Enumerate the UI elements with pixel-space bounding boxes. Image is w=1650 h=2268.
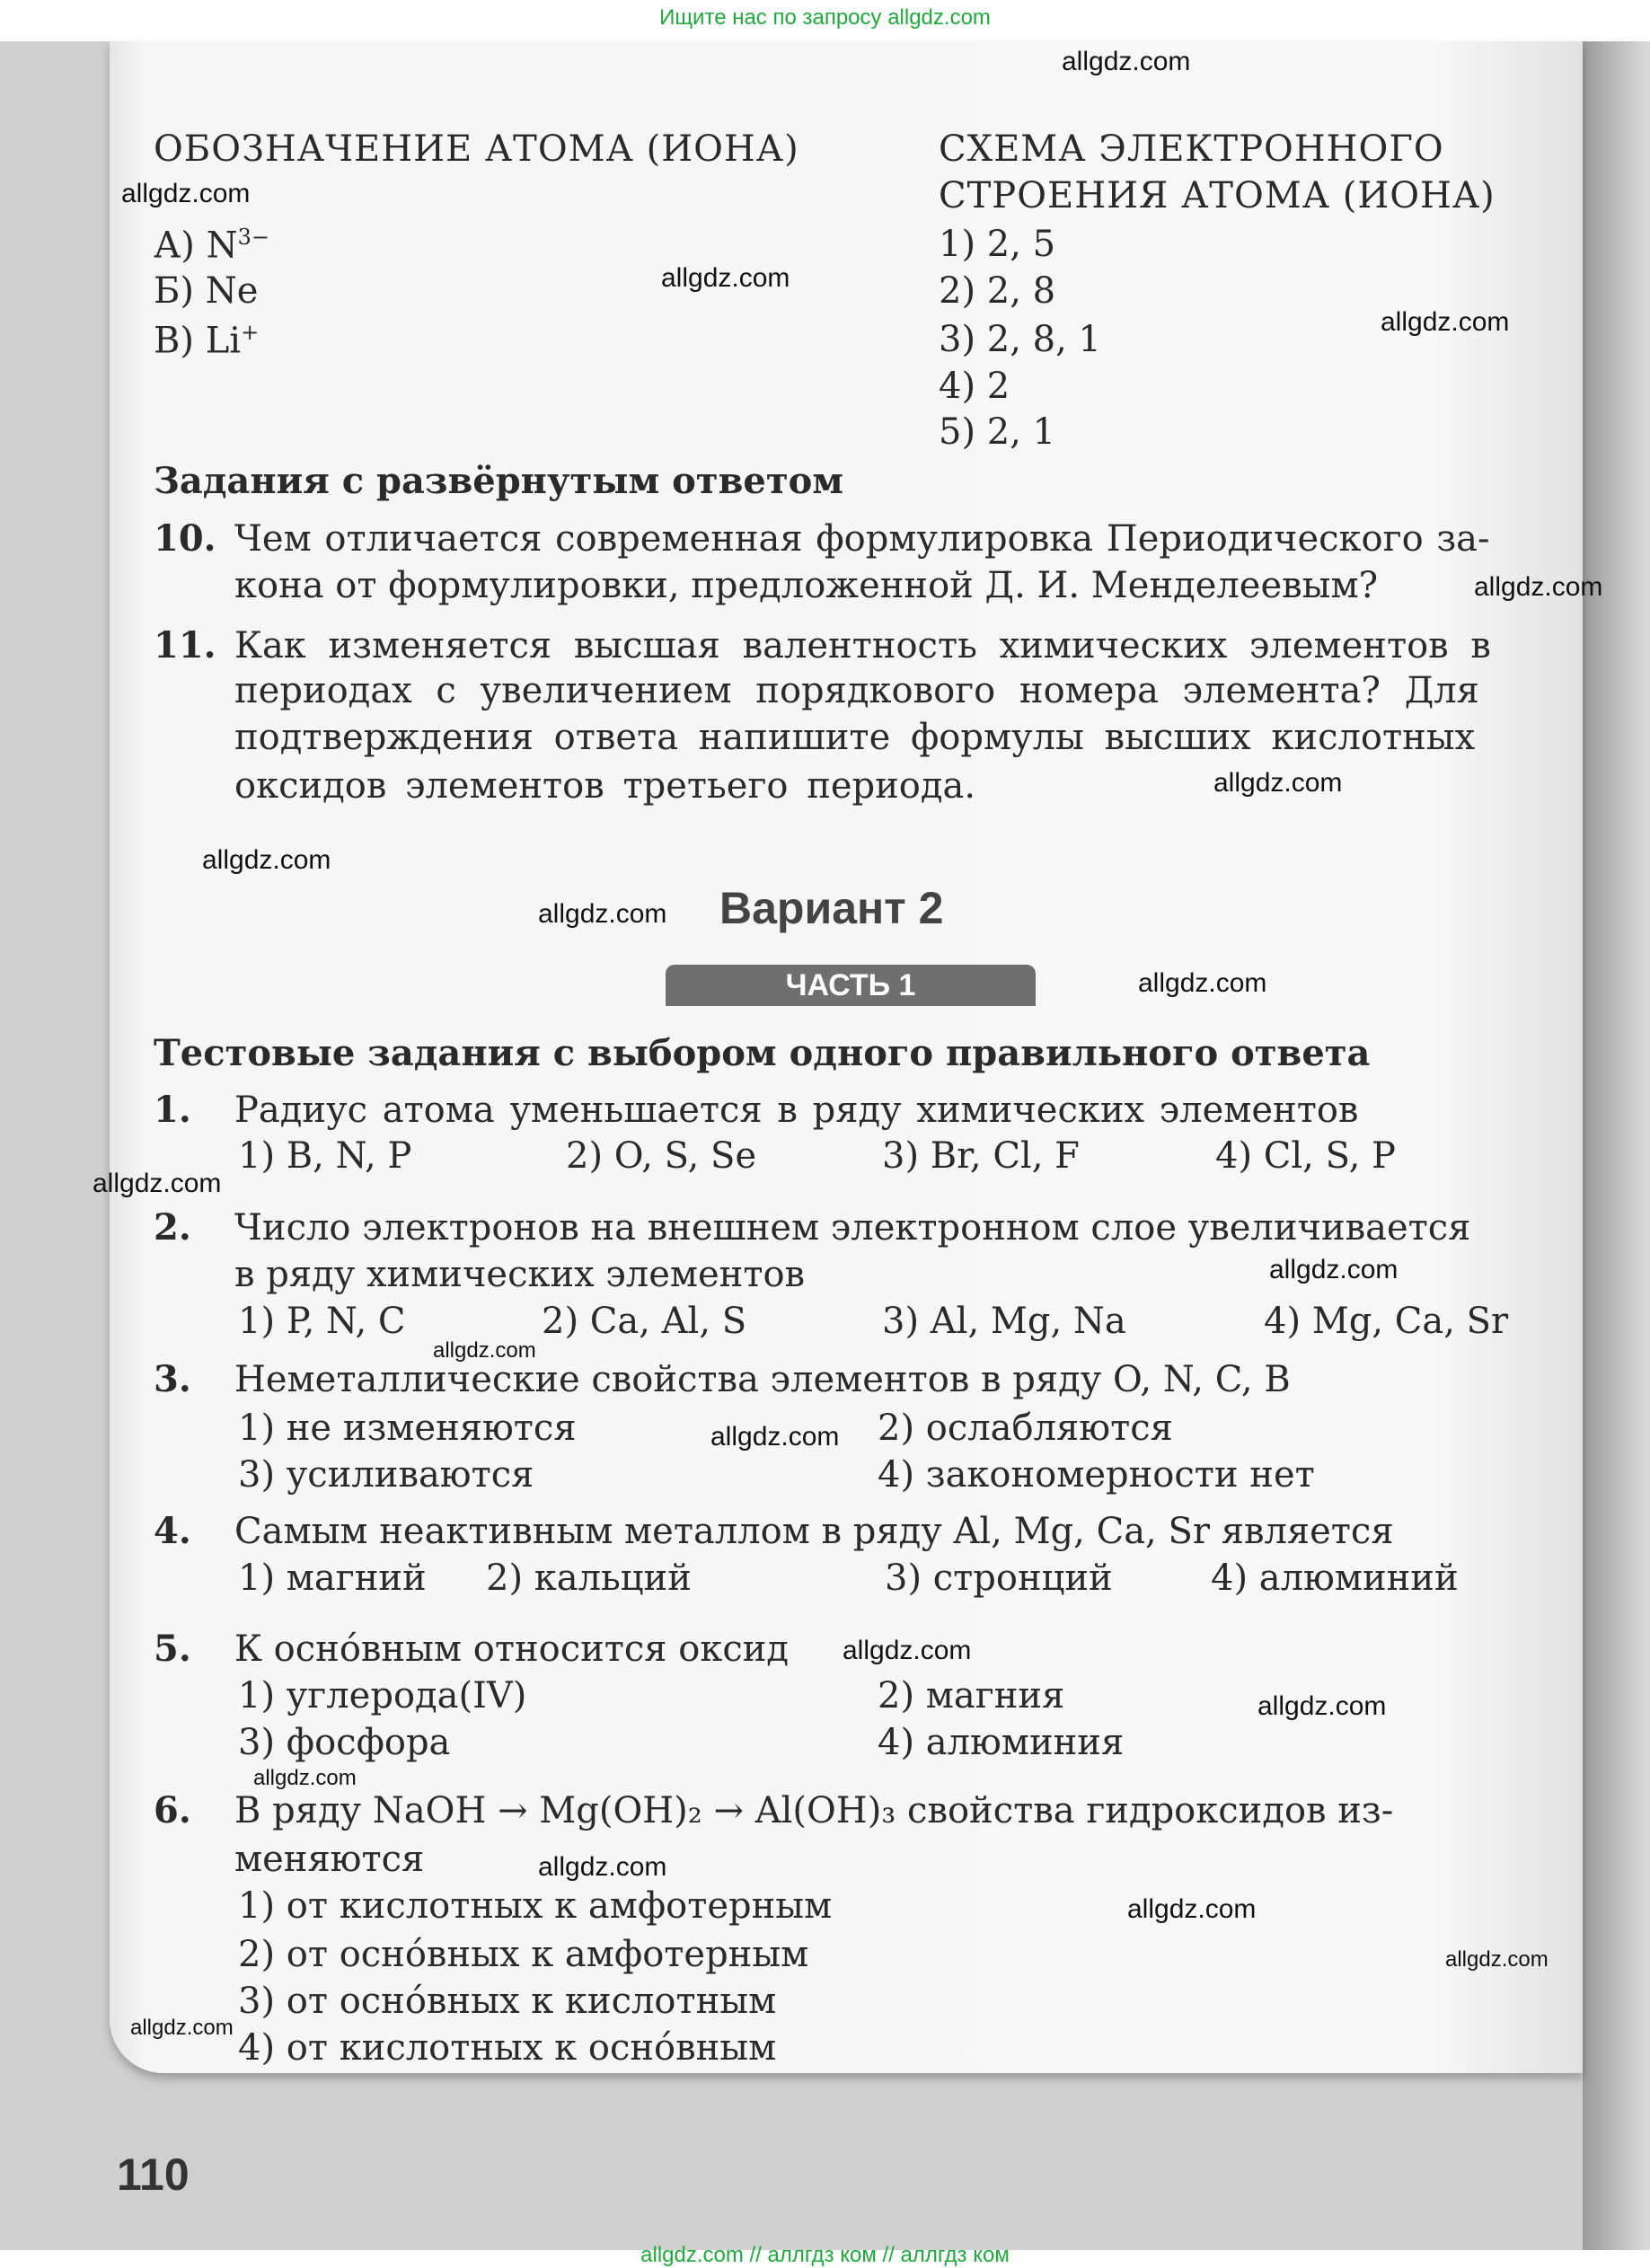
watermark: allgdz.com	[1269, 1255, 1399, 1284]
answer-option: 4) Mg, Ca, Sr	[1264, 1301, 1509, 1342]
answer-option: 2) O, S, Se	[566, 1135, 757, 1177]
scheme-option-5: 5) 2, 1	[939, 411, 1056, 453]
charge: +	[241, 320, 260, 345]
answer-option: 1) от кислотных к амфотерным	[238, 1885, 833, 1927]
question-number: 5.	[154, 1628, 191, 1670]
watermark: allgdz.com	[1213, 768, 1343, 798]
answer-option: 3) Al, Mg, Na	[882, 1301, 1126, 1342]
answer-option: 1) углерода(IV)	[238, 1675, 527, 1716]
watermark: allgdz.com	[710, 1422, 840, 1452]
question-text: меняются	[234, 1839, 425, 1880]
right-column-header-line1: СХЕМА ЭЛЕКТРОННОГО	[939, 128, 1444, 170]
question-number: 2.	[154, 1206, 191, 1249]
variant-title: Вариант 2	[719, 883, 944, 933]
extended-heading: Задания с развёрнутым ответом	[154, 460, 844, 502]
question-11-line: Как изменяется высшая валентность химических элементов в	[234, 625, 1491, 666]
answer-option: 2) ослабляются	[878, 1408, 1173, 1449]
question-11-line: оксидов элементов третьего периода.	[234, 765, 976, 807]
atom-option-a	[154, 225, 270, 267]
question-number: 1.	[154, 1089, 191, 1131]
left-column-header: ОБОЗНАЧЕНИЕ АТОМА (ИОНА)	[154, 128, 799, 170]
answer-option: 4) от кислотных к оснóвным	[238, 2027, 777, 2069]
answer-option: 4) алюминий	[1211, 1558, 1459, 1599]
answer-option: 3) фосфора	[238, 1722, 451, 1763]
question-number: 3.	[154, 1358, 191, 1400]
question-number: 4.	[154, 1510, 191, 1552]
watermark: allgdz.com	[1445, 1947, 1549, 1972]
answer-option: 2) магния	[878, 1675, 1065, 1716]
question-number: 6.	[154, 1789, 191, 1831]
top-bar	[0, 0, 1650, 41]
answer-option: 1) P, N, C	[238, 1301, 406, 1342]
watermark: allgdz.com	[1257, 1691, 1387, 1721]
answer-option: 1) не изменяются	[238, 1408, 577, 1449]
watermark: allgdz.com	[130, 2016, 234, 2040]
answer-option: 3) стронций	[885, 1558, 1113, 1599]
charge: 3−	[237, 225, 270, 250]
scheme-option-4: 4) 2	[939, 366, 1010, 407]
scheme-option-1: 1) 2, 5	[939, 224, 1056, 265]
answer-option: 2) кальций	[486, 1558, 692, 1599]
answer-option: 3) Br, Cl, F	[882, 1135, 1080, 1177]
answer-option: 4) алюминия	[878, 1722, 1125, 1763]
watermark: allgdz.com	[253, 1766, 357, 1790]
question-number: 11.	[154, 624, 216, 666]
question-10-line: Чем отличается современная формулировка Периодического за-	[234, 518, 1490, 560]
watermark: allgdz.com	[538, 899, 667, 929]
watermark: allgdz.com	[202, 845, 331, 875]
footer-bar	[0, 2243, 1650, 2268]
answer-option: 3) от оснóвных к кислотным	[238, 1981, 777, 2022]
watermark: allgdz.com	[1138, 968, 1267, 998]
atom-option-v	[154, 320, 260, 362]
watermark: allgdz.com	[843, 1636, 972, 1665]
watermark: allgdz.com	[1474, 572, 1603, 602]
scheme-option-3: 3) 2, 8, 1	[939, 319, 1101, 360]
question-11-line: подтверждения ответа напишите формулы высших кислотных	[234, 717, 1476, 758]
page-edge-shadow	[1583, 41, 1650, 2250]
answer-option: 4) Cl, S, P	[1215, 1135, 1396, 1177]
watermark: allgdz.com	[433, 1338, 536, 1363]
question-number: 10.	[154, 517, 216, 560]
watermark: allgdz.com	[1062, 47, 1191, 76]
question-text: Неметаллические свойства элементов в ряду O, N, C, B	[234, 1359, 1291, 1400]
question-text: Радиус атома уменьшается в ряду химических элементов	[234, 1090, 1359, 1131]
atom-label: В) Li	[154, 320, 242, 362]
right-column-header-line2: СТРОЕНИЯ АТОМА (ИОНА)	[939, 175, 1496, 216]
answer-option: 1) магний	[238, 1558, 427, 1599]
answer-option: 4) закономерности нет	[878, 1454, 1315, 1496]
footer-links[interactable]: allgdz.com // аллгдз ком // аллгдз ком	[640, 2243, 1010, 2267]
test-heading: Тестовые задания с выбором одного правильного ответа	[154, 1032, 1371, 1074]
watermark: allgdz.com	[121, 179, 251, 208]
watermark: allgdz.com	[538, 1852, 667, 1882]
question-text: в ряду химических элементов	[234, 1254, 806, 1295]
answer-option: 2) от оснóвных к амфотерным	[238, 1934, 809, 1975]
answer-option: 2) Ca, Al, S	[542, 1301, 747, 1342]
question-11-line: периодах с увеличением порядкового номера элемента? Для	[234, 670, 1479, 711]
part-badge: ЧАСТЬ 1	[666, 965, 1036, 1006]
atom-option-b	[154, 270, 259, 312]
question-text: В ряду NaOH → Mg(OH)₂ → Al(OH)₃ свойства гидроксидов из-	[234, 1790, 1394, 1831]
search-banner[interactable]: Ищите нас по запросу allgdz.com	[659, 5, 991, 30]
watermark: allgdz.com	[661, 263, 790, 293]
page-number: 110	[117, 2149, 190, 2200]
atom-label: Б) Ne	[154, 270, 259, 312]
question-text: Число электронов на внешнем электронном слое увеличивается	[234, 1207, 1471, 1249]
watermark: allgdz.com	[93, 1169, 222, 1198]
answer-option: 1) B, N, P	[238, 1135, 412, 1177]
question-10-line: кона от формулировки, предложенной Д. И. Менделеевым?	[234, 565, 1379, 606]
scheme-option-2: 2) 2, 8	[939, 270, 1056, 312]
question-text: К оснóвным относится оксид	[234, 1628, 790, 1670]
answer-option: 3) усиливаются	[238, 1454, 534, 1496]
watermark: allgdz.com	[1381, 307, 1510, 337]
watermark: allgdz.com	[1127, 1894, 1257, 1924]
question-text: Самым неактивным металлом в ряду Al, Mg, Ca, Sr является	[234, 1511, 1394, 1552]
atom-label: А) N	[154, 225, 238, 267]
